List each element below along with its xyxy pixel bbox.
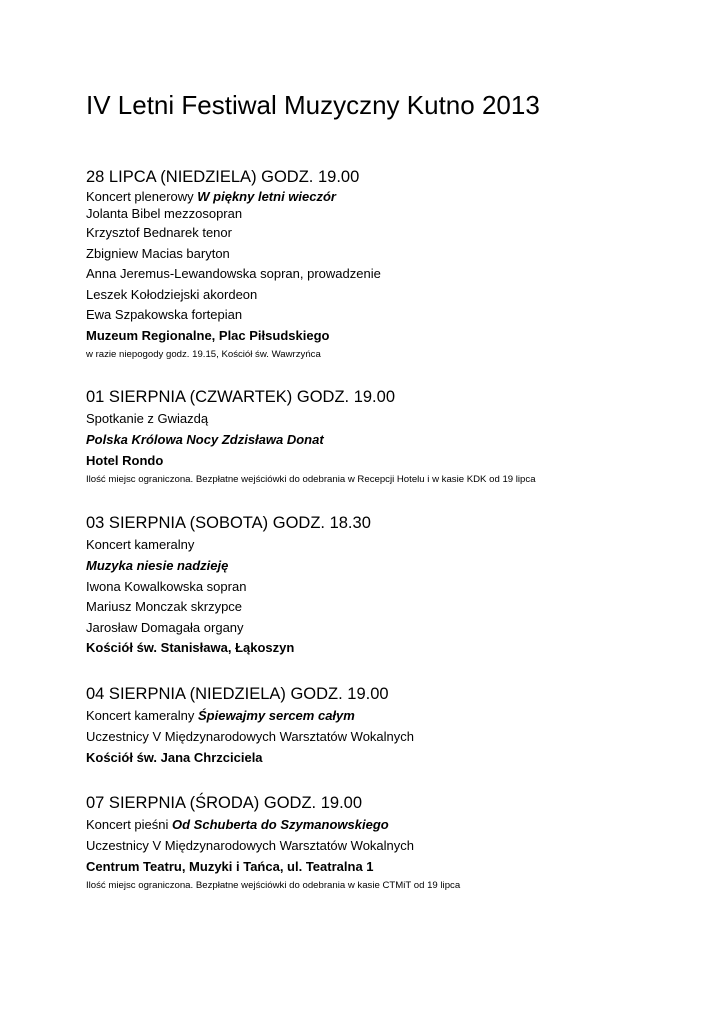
performer: Mariusz Monczak skrzypce [86, 599, 243, 614]
event-note: w razie niepogody godz. 19.15, Kościół św. Wawrzyńca [86, 349, 321, 360]
event-section [86, 512, 696, 658]
event-heading: 01 SIERPNIA (CZWARTEK) GODZ. 19.00 [86, 388, 395, 406]
event-type [86, 814, 696, 836]
event-section [86, 683, 696, 768]
program-title: Śpiewajmy sercem całym [198, 708, 355, 723]
page-title: IV Letni Festiwal Muzyczny Kutno 2013 [86, 90, 540, 120]
event-venue: Kościół św. Stanisława, Łąkoszyn [86, 640, 295, 655]
event-type-prefix: Koncert plenerowy [86, 189, 198, 204]
event-section [86, 386, 696, 489]
event-type: Spotkanie z Gwiazdą [86, 411, 209, 426]
performer: Uczestnicy V Międzynarodowych Warsztatów Wokalnych [86, 729, 415, 744]
performer: Leszek Kołodziejski akordeon [86, 287, 258, 302]
event-type-prefix: Koncert pieśni [86, 817, 172, 832]
program-title: Polska Królowa Nocy Zdzisława Donat [86, 432, 324, 447]
event-heading: 03 SIERPNIA (SOBOTA) GODZ. 18.30 [86, 514, 371, 532]
event-heading: 04 SIERPNIA (NIEDZIELA) GODZ. 19.00 [86, 685, 389, 703]
performer: Uczestnicy V Międzynarodowych Warsztatów Wokalnych [86, 838, 415, 853]
event-heading: 07 SIERPNIA (ŚRODA) GODZ. 19.00 [86, 794, 363, 812]
event-type-prefix: Koncert kameralny [86, 708, 198, 723]
program-title: Muzyka niesie nadzieję [86, 558, 229, 573]
event-venue: Muzeum Regionalne, Plac Piłsudskiego [86, 328, 330, 343]
performer: Zbigniew Macias baryton [86, 246, 230, 261]
event-section [86, 166, 696, 364]
event-note: Ilość miejsc ograniczona. Bezpłatne wejściówki do odebrania w Recepcji Hotelu i w kasie KDK od 19 lipca [86, 474, 536, 485]
event-note: Ilość miejsc ograniczona. Bezpłatne wejściówki do odebrania w kasie CTMiT od 19 lipca [86, 880, 461, 891]
event-section [86, 792, 696, 895]
program-title: Od Schuberta do Szymanowskiego [172, 817, 389, 832]
performer: Iwona Kowalkowska sopran [86, 579, 247, 594]
performer: Jolanta Bibel mezzosopran [86, 206, 243, 221]
performer: Anna Jeremus-Lewandowska sopran, prowadzenie [86, 266, 381, 281]
event-heading: 28 LIPCA (NIEDZIELA) GODZ. 19.00 [86, 168, 360, 186]
event-type: Koncert kameralny [86, 537, 195, 552]
program-title: W piękny letni wieczór [197, 189, 336, 204]
event-venue: Hotel Rondo [86, 453, 164, 468]
performer: Ewa Szpakowska fortepian [86, 307, 243, 322]
event-venue: Centrum Teatru, Muzyki i Tańca, ul. Teatralna 1 [86, 859, 374, 874]
event-type [86, 705, 696, 727]
performer: Jarosław Domagała organy [86, 620, 244, 635]
event-type [86, 188, 696, 205]
performer: Krzysztof Bednarek tenor [86, 225, 232, 240]
event-venue: Kościół św. Jana Chrzciciela [86, 750, 263, 765]
